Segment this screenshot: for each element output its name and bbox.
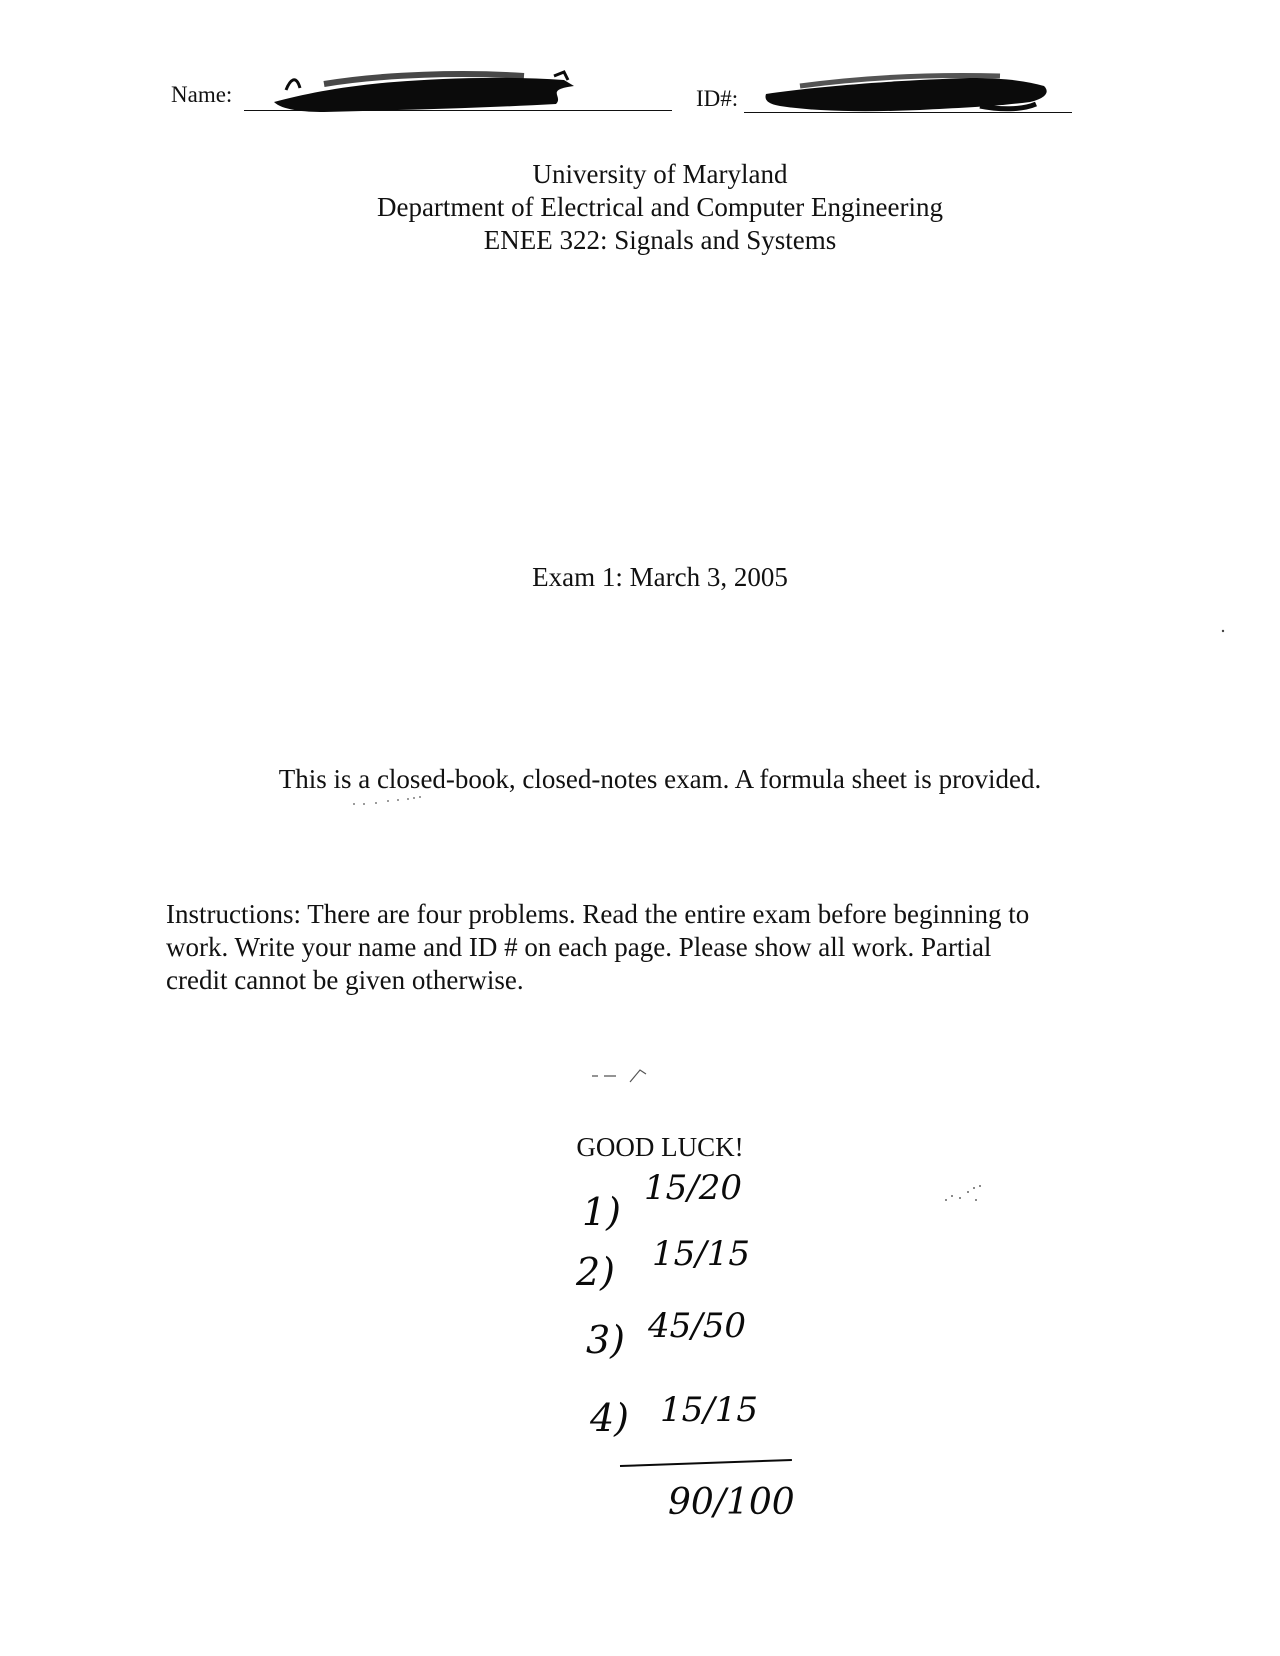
scan-mark (1220, 628, 1226, 634)
id-label: ID#: (696, 86, 739, 111)
score-label-3: 3) (586, 1318, 626, 1362)
department-name: Department of Electrical and Computer Engineering (376, 192, 944, 222)
total-underline (620, 1459, 792, 1467)
instructions-line: work. Write your name and ID # on each page. Please show all work. Partial (166, 932, 992, 962)
score-label-4: 4) (590, 1396, 630, 1440)
name-redaction (264, 66, 584, 116)
course-title: ENEE 322: Signals and Systems (483, 225, 837, 255)
university-name: University of Maryland (532, 159, 788, 189)
exam-title: Exam 1: March 3, 2005 (532, 562, 788, 592)
exam-rules: This is a closed-book, closed-notes exam. A formula sheet is provided. (278, 764, 1042, 794)
score-value-2: 15/15 (652, 1234, 750, 1274)
good-luck: GOOD LUCK! (576, 1132, 744, 1162)
score-total: 90/100 (668, 1482, 795, 1523)
score-label-2: 2) (576, 1250, 616, 1294)
scan-speckle (350, 794, 440, 808)
course-header (0, 158, 1280, 257)
scan-mark (590, 1064, 660, 1084)
score-label-1: 1) (582, 1190, 622, 1234)
score-value-4: 15/15 (660, 1390, 758, 1430)
score-value-1: 15/20 (644, 1168, 742, 1208)
score-value-3: 45/50 (648, 1306, 746, 1346)
instructions-line: Instructions: There are four problems. Read the entire exam before beginning to (166, 899, 1030, 929)
scan-mark (940, 1180, 990, 1210)
name-label: Name: (171, 82, 233, 107)
id-redaction (760, 72, 1060, 120)
instructions-line: credit cannot be given otherwise. (166, 965, 524, 995)
instructions-block (166, 898, 1126, 997)
